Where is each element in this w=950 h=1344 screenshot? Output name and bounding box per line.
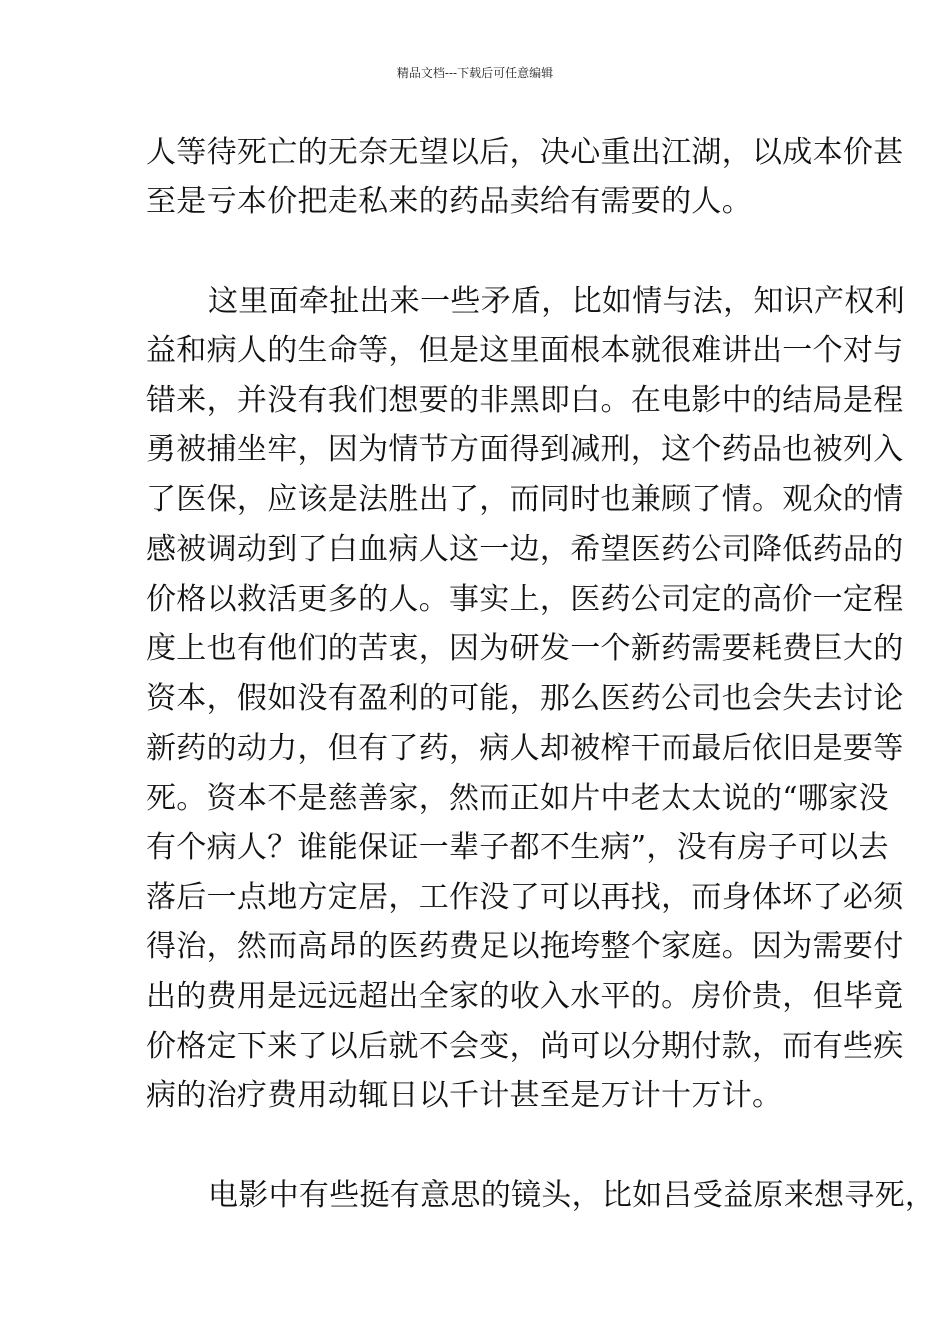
text-line: 病的治疗费用动辄日以千计甚至是万计十万计。 — [146, 1078, 783, 1113]
text-line: 感被调动到了白血病人这一边，希望医药公司降低药品的 — [146, 532, 904, 567]
text-line: 出的费用是远远超出全家的收入水平的。房价贵，但毕竟 — [146, 979, 904, 1014]
text-line: 死。资本不是慈善家，然而正如片中老太太说的“哪家没 — [146, 781, 889, 816]
text-line: 资本，假如没有盈利的可能，那么医药公司也会失去讨论 — [146, 681, 904, 716]
text-line: 人等待死亡的无奈无望以后，决心重出江湖，以成本价甚 — [146, 135, 904, 170]
text-line: 有个病人？谁能保证一辈子都不生病”，没有房子可以去 — [146, 830, 889, 865]
text-line: 落后一点地方定居，工作没了可以再找，而身体坏了必须 — [146, 880, 904, 915]
text-line: 得治，然而高昂的医药费足以拖垮整个家庭。因为需要付 — [146, 929, 904, 964]
text-line: 这里面牵扯出来一些矛盾，比如情与法，知识产权利 — [208, 284, 905, 319]
text-line: 价格以救活更多的人。事实上，医药公司定的高价一定程 — [146, 582, 904, 617]
text-line: 错来，并没有我们想要的非黑即白。在电影中的结局是程 — [146, 383, 904, 418]
page-header: 精品文档---下载后可任意编辑 — [396, 66, 554, 80]
text-line: 至是亏本价把走私来的药品卖给有需要的人。 — [146, 184, 752, 219]
text-line: 电影中有些挺有意思的镜头，比如吕受益原来想寻死， — [208, 1178, 936, 1213]
text-line: 勇被捕坐牢，因为情节方面得到减刑，这个药品也被列入 — [146, 432, 904, 467]
text-line: 益和病人的生命等，但是这里面根本就很难讲出一个对与 — [146, 333, 904, 368]
text-line: 价格定下来了以后就不会变，尚可以分期付款，而有些疾 — [146, 1029, 904, 1064]
text-line: 新药的动力，但有了药，病人却被榨干而最后依旧是要等 — [146, 731, 904, 766]
text-line: 度上也有他们的苦衷，因为研发一个新药需要耗费巨大的 — [146, 631, 904, 666]
text-line: 了医保，应该是法胜出了，而同时也兼顾了情。观众的情 — [146, 482, 904, 517]
